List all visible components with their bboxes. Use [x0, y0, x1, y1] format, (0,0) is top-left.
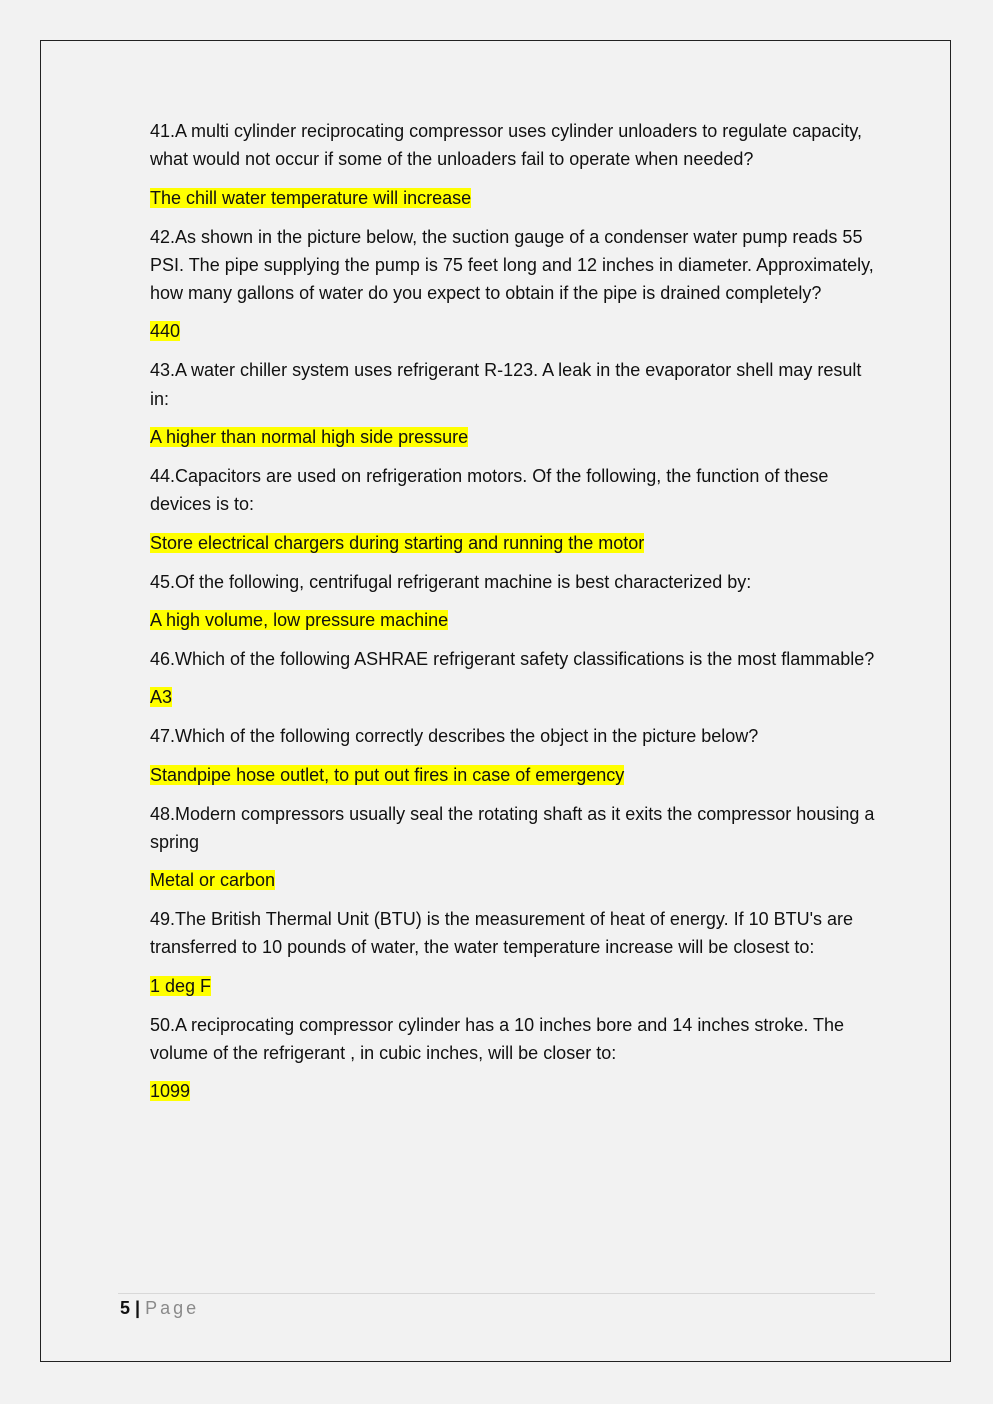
- answer-text: [150, 763, 875, 787]
- question-text: 48.Modern compressors usually seal the rotating shaft as it exits the compressor housing a spring: [150, 803, 875, 852]
- qa-item: [150, 722, 875, 786]
- document-body: [150, 117, 875, 1116]
- answer-text: [150, 319, 875, 343]
- page-footer: [120, 1297, 199, 1319]
- qa-item: [150, 462, 875, 555]
- answer-highlight: 1 deg F: [150, 975, 212, 996]
- answer-highlight: Metal or carbon: [150, 870, 276, 891]
- qa-item: [150, 356, 875, 449]
- answer-highlight: 1099: [150, 1081, 191, 1102]
- answer-highlight: A higher than normal high side pressure: [150, 427, 469, 448]
- question-text: 43.A water chiller system uses refrigerant R-123. A leak in the evaporator shell may result in:: [150, 360, 862, 409]
- question-text: 50.A reciprocating compressor cylinder has a 10 inches bore and 14 inches stroke. The volume of the refrigerant , in cubic inches, will be closer to:: [150, 1014, 845, 1064]
- answer-highlight: The chill water temperature will increase: [150, 187, 472, 208]
- qa-item: [150, 223, 875, 344]
- qa-item: [150, 905, 875, 998]
- qa-item: [150, 568, 875, 632]
- answer-highlight: A high volume, low pressure machine: [150, 609, 449, 630]
- answer-text: [150, 1079, 875, 1103]
- question-text: 41.A multi cylinder reciprocating compressor uses cylinder unloaders to regulate capacity, what would not occur if some of the unloaders fail to operate when needed?: [150, 121, 863, 170]
- qa-item: [150, 117, 875, 210]
- qa-item: [150, 645, 875, 709]
- question-text: 42.As shown in the picture below, the suction gauge of a condenser water pump reads 55 PSI. The pipe supplying the pump is 75 feet long and 12 inches in diameter. Approximately, how many gallons of water do you expect to obtain if the pipe is drained completely?: [150, 226, 874, 304]
- question-text: 46.Which of the following ASHRAE refrigerant safety classifications is the most flammable?: [150, 648, 875, 669]
- qa-item: [150, 1011, 875, 1104]
- answer-text: [150, 685, 875, 709]
- qa-item: [150, 800, 875, 893]
- question-text: 44.Capacitors are used on refrigeration motors. Of the following, the function of these devices is to:: [150, 466, 829, 515]
- answer-highlight: Store electrical chargers during starting and running the motor: [150, 532, 645, 553]
- answer-highlight: Standpipe hose outlet, to put out fires in case of emergency: [150, 764, 625, 785]
- answer-highlight: A3: [150, 687, 173, 708]
- answer-text: [150, 186, 875, 210]
- footer-divider: [118, 1293, 875, 1294]
- answer-text: [150, 868, 875, 892]
- answer-text: [150, 425, 875, 449]
- page-label: Page: [145, 1298, 200, 1318]
- answer-highlight: 440: [150, 321, 181, 342]
- question-text: 47.Which of the following correctly describes the object in the picture below?: [150, 726, 759, 747]
- page-number: 5: [120, 1298, 131, 1318]
- answer-text: [150, 608, 875, 632]
- answer-text: [150, 974, 875, 998]
- footer-separator: |: [135, 1298, 141, 1318]
- question-text: 45.Of the following, centrifugal refrigerant machine is best characterized by:: [150, 571, 752, 592]
- question-text: 49.The British Thermal Unit (BTU) is the measurement of heat of energy. If 10 BTU's are transferred to 10 pounds of water, the water temperature increase will be closest to:: [150, 909, 854, 958]
- answer-text: [150, 531, 875, 555]
